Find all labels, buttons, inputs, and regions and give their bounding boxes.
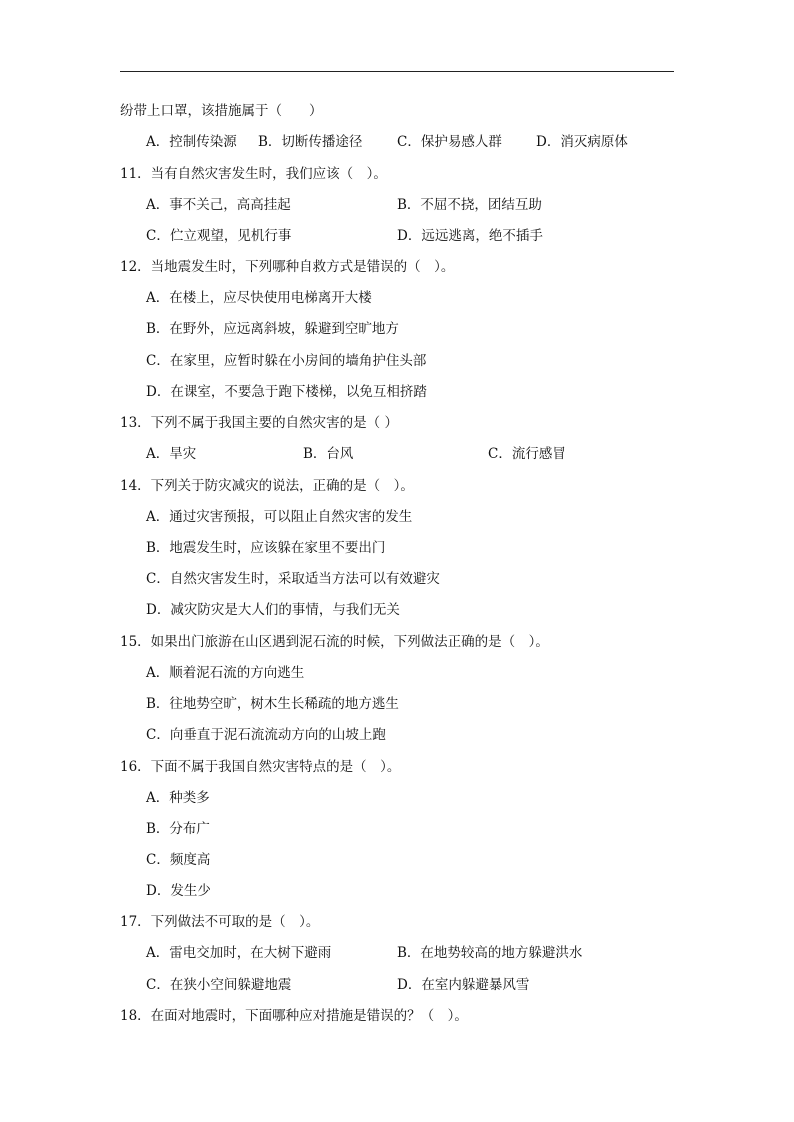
option: B．不屈不挠，团结互助 (397, 197, 542, 213)
option: A．在楼上，应尽快使用电梯离开大楼 (146, 290, 372, 306)
option: B．台风 (303, 446, 354, 462)
option: A．顺着泥石流的方向逃生 (146, 665, 305, 681)
option: B．分布广 (146, 821, 210, 837)
header-rule (120, 71, 674, 72)
option: C．在家里，应暂时躲在小房间的墙角护住头部 (146, 353, 427, 369)
option: D．发生少 (146, 883, 211, 899)
option: A．雷电交加时，在大树下避雨 (146, 945, 332, 961)
option: C．向垂直于泥石流流动方向的山坡上跑 (146, 727, 386, 743)
option: C．伫立观望，见机行事 (146, 228, 292, 244)
question-stem: 14．下列关于防灾减灾的说法，正确的是（ ）。 (120, 478, 414, 494)
question-stem: 12．当地震发生时，下列哪种自救方式是错误的（ ）。 (120, 259, 455, 275)
question-stem: 16．下面不属于我国自然灾害特点的是（ ）。 (120, 759, 401, 775)
option: D．在课室，不要急于跑下楼梯，以免互相挤踏 (146, 384, 427, 400)
option: A．通过灾害预报，可以阻止自然灾害的发生 (146, 509, 413, 525)
question-stem: 17．下列做法不可取的是（ ）。 (120, 914, 320, 930)
question-stem: 13．下列不属于我国主要的自然灾害的是（ ） (120, 415, 398, 431)
option: A．事不关己，高高挂起 (146, 197, 291, 213)
option: A．种类多 (146, 790, 210, 806)
question-stem: 18．在面对地震时，下面哪种应对措施是错误的？（ ）。 (120, 1008, 468, 1024)
option: B．在地势较高的地方躲避洪水 (397, 945, 583, 961)
option: B．在野外，应远离斜坡，躲避到空旷地方 (146, 321, 399, 337)
option: B．地震发生时，应该躲在家里不要出门 (146, 540, 386, 556)
option: A．控制传染源 (146, 134, 237, 150)
option: C．流行感冒 (488, 446, 566, 462)
option: D．减灾防灾是大人们的事情，与我们无关 (146, 602, 400, 618)
option: A．旱灾 (146, 446, 197, 462)
option: B．往地势空旷，树木生长稀疏的地方逃生 (146, 696, 399, 712)
option: C．在狭小空间躲避地震 (146, 977, 292, 993)
option: C．频度高 (146, 852, 211, 868)
option: D．消灭病原体 (536, 134, 628, 150)
option: B．切断传播途径 (258, 134, 363, 150)
question-stem: 纷带上口罩，该措施属于（ ） (120, 103, 323, 119)
option: D．在室内躲避暴风雪 (397, 977, 530, 993)
question-stem: 11．当有自然灾害发生时，我们应该（ ）。 (120, 166, 387, 182)
question-stem: 15．如果出门旅游在山区遇到泥石流的时候，下列做法正确的是（ ）。 (120, 634, 549, 650)
option: D．远远逃离，绝不插手 (397, 228, 543, 244)
option: C．自然灾害发生时，采取适当方法可以有效避灾 (146, 571, 440, 587)
option: C．保护易感人群 (397, 134, 502, 150)
